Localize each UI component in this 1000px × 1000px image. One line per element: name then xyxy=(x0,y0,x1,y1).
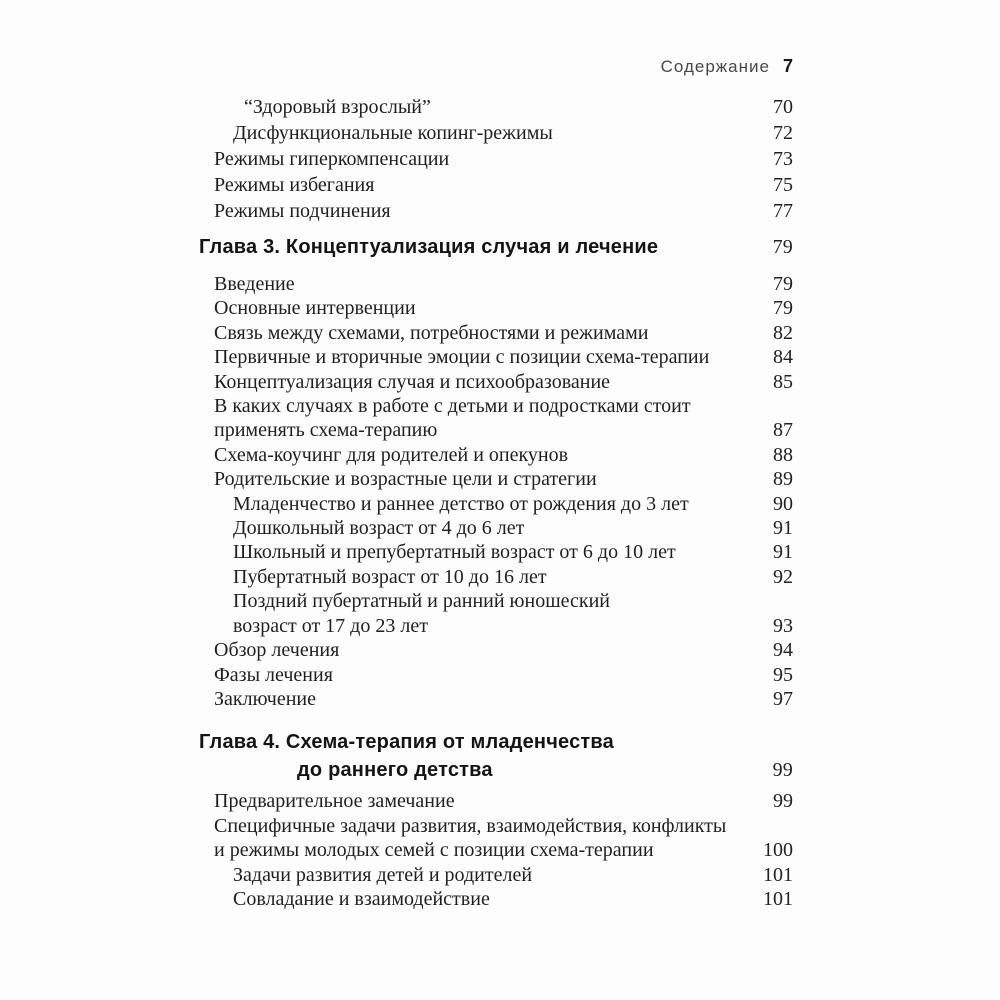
toc-entry-page-number: 84 xyxy=(773,346,793,369)
toc-entry-title xyxy=(214,345,709,369)
toc-entry-title xyxy=(214,394,691,443)
toc-entry-line: Связь между схемами, потребностями и режимами xyxy=(214,321,649,344)
toc-item-row xyxy=(199,321,793,345)
toc-entry-line: применять схема-терапию xyxy=(214,419,438,442)
toc-entry-line: Введение xyxy=(214,273,295,295)
toc-entry-title xyxy=(214,272,295,296)
toc-entry-page-number: 72 xyxy=(773,122,793,144)
toc-entry-line: Режимы избегания xyxy=(214,174,375,196)
toc-entry-title xyxy=(233,887,490,911)
toc-item-row xyxy=(199,540,793,564)
toc-entry-title xyxy=(199,728,614,784)
toc-entry-title xyxy=(199,234,658,260)
toc-item-row xyxy=(199,94,793,120)
toc-entry-line: Младенчество и раннее детство от рождения до 3 лет xyxy=(233,492,689,515)
toc-entry-page-number: 97 xyxy=(773,687,793,710)
toc-entry-page-number: 99 xyxy=(773,790,793,813)
toc-entry-page-number: 95 xyxy=(773,663,793,686)
toc-entry-page-number: 73 xyxy=(773,148,793,170)
toc-chapter-row xyxy=(199,234,793,260)
toc-entry-page-number: 79 xyxy=(773,297,793,320)
toc-item-row xyxy=(199,638,793,662)
toc-entry-page-number: 90 xyxy=(773,492,793,515)
running-header xyxy=(661,56,793,77)
toc-item-row xyxy=(199,272,793,296)
toc-entry-line: Заключение xyxy=(214,687,316,710)
toc-entry-title xyxy=(233,492,689,516)
toc-entry-page-number: 100 xyxy=(763,839,793,862)
toc-entry-page-number: 89 xyxy=(773,468,793,491)
toc-entry-title xyxy=(214,814,726,863)
toc-entry-line: Поздний пубертатный и ранний юношеский xyxy=(233,590,610,613)
toc-entry-line: Дошкольный возраст от 4 до 6 лет xyxy=(233,517,525,540)
toc-entry-page-number: 88 xyxy=(773,443,793,466)
toc-item-row xyxy=(199,120,793,146)
toc-entry-page-number: 77 xyxy=(773,200,793,222)
toc-entry-line: “Здоровый взрослый” xyxy=(244,96,431,118)
toc-entry-title xyxy=(233,516,524,540)
toc-entry-page-number: 79 xyxy=(772,236,793,258)
toc-entry-page-number: 99 xyxy=(772,759,793,782)
toc-entry-line: Дисфункциональные копинг-режимы xyxy=(233,122,553,144)
toc-entry-page-number: 91 xyxy=(773,517,793,540)
toc-item-row xyxy=(199,863,793,887)
toc-entry-page-number: 101 xyxy=(763,863,793,886)
toc-entry-title xyxy=(214,467,597,491)
toc-entry-line: Основные интервенции xyxy=(214,297,416,320)
toc-entry-title xyxy=(214,663,333,687)
toc-entry-line: Предварительное замечание xyxy=(214,790,455,813)
toc-entry-line: Схема-коучинг для родителей и опекунов xyxy=(214,443,569,466)
toc-entry-title xyxy=(233,863,532,887)
toc-entry-line: Концептуализация случая и психообразование xyxy=(214,370,611,393)
toc-item-row xyxy=(199,492,793,516)
toc-entry-line: Пубертатный возраст от 10 до 16 лет xyxy=(233,565,547,588)
toc-entry-line: Глава 4. Схема-терапия от младенчества xyxy=(199,731,614,754)
toc-item-row xyxy=(199,565,793,589)
toc-entry-line: Первичные и вторичные эмоции с позиции схема-терапии xyxy=(214,346,710,369)
toc-entry-line: возраст от 17 до 23 лет xyxy=(233,614,428,637)
toc-entry-line: Обзор лечения xyxy=(214,639,340,662)
toc-entry-line: Родительские и возрастные цели и стратегии xyxy=(214,468,597,491)
toc-item-row xyxy=(199,146,793,172)
toc-entry-title xyxy=(214,687,316,711)
toc-entry-page-number: 87 xyxy=(773,419,793,442)
toc-item-row xyxy=(199,687,793,711)
toc-entry-page-number: 94 xyxy=(773,639,793,662)
toc-item-row xyxy=(199,516,793,540)
toc-entry-title xyxy=(244,94,431,120)
toc-item-row xyxy=(199,789,793,813)
toc-entry-title xyxy=(214,296,416,320)
toc-item-row xyxy=(199,345,793,369)
toc-entry-line: Совладание и взаимодействие xyxy=(233,887,490,910)
toc-entry-title xyxy=(214,146,449,172)
toc-entry-page-number: 93 xyxy=(773,614,793,637)
toc-item-row xyxy=(199,467,793,491)
toc-entry-line: и режимы молодых семей с позиции схема-терапии xyxy=(214,839,654,862)
toc-entry-page-number: 70 xyxy=(773,96,793,118)
toc-item-row xyxy=(199,198,793,224)
toc-item-row xyxy=(199,443,793,467)
toc-entry-title xyxy=(214,172,374,198)
toc-item-row xyxy=(199,663,793,687)
toc-entry-page-number: 101 xyxy=(763,887,793,910)
toc-entry-page-number: 82 xyxy=(773,321,793,344)
toc-entry-title xyxy=(233,589,610,638)
toc-entry-line: до раннего детства xyxy=(297,759,493,782)
toc-item-row xyxy=(199,394,793,443)
toc-entry-line: Глава 3. Концептуализация случая и лечение xyxy=(199,236,659,258)
toc-entry-page-number: 85 xyxy=(773,370,793,393)
toc-list xyxy=(199,94,793,911)
toc-item-row xyxy=(199,370,793,394)
toc-entry-title xyxy=(233,120,553,146)
toc-entry-title xyxy=(214,370,610,394)
toc-item-row xyxy=(199,172,793,198)
toc-entry-page-number: 92 xyxy=(773,565,793,588)
running-header-page-number: 7 xyxy=(782,56,793,76)
toc-entry-title xyxy=(233,540,676,564)
toc-item-row xyxy=(199,296,793,320)
toc-entry-page-number: 79 xyxy=(773,273,793,295)
toc-entry-line: Режимы подчинения xyxy=(214,200,391,222)
toc-entry-line: Задачи развития детей и родителей xyxy=(233,863,533,886)
toc-entry-title xyxy=(214,443,568,467)
toc-entry-page-number: 75 xyxy=(773,174,793,196)
toc-entry-title xyxy=(214,638,339,662)
toc-entry-title xyxy=(214,789,455,813)
toc-entry-title xyxy=(214,198,391,224)
toc-entry-line: Специфичные задачи развития, взаимодействия, конфликты xyxy=(214,814,727,837)
toc-entry-line: Фазы лечения xyxy=(214,663,333,686)
toc-item-row xyxy=(199,814,793,863)
toc-item-row xyxy=(199,887,793,911)
running-header-title: Содержание xyxy=(660,57,770,76)
toc-entry-line: Школьный и препубертатный возраст от 6 до 10 лет xyxy=(233,541,676,564)
toc-chapter-row xyxy=(199,728,793,784)
toc-entry-title xyxy=(214,321,648,345)
toc-item-row xyxy=(199,589,793,638)
toc-entry-title xyxy=(233,565,547,589)
toc-entry-line: Режимы гиперкомпенсации xyxy=(214,148,450,170)
toc-entry-page-number: 91 xyxy=(773,541,793,564)
toc-entry-line: В каких случаях в работе с детьми и подростками стоит xyxy=(214,395,691,418)
